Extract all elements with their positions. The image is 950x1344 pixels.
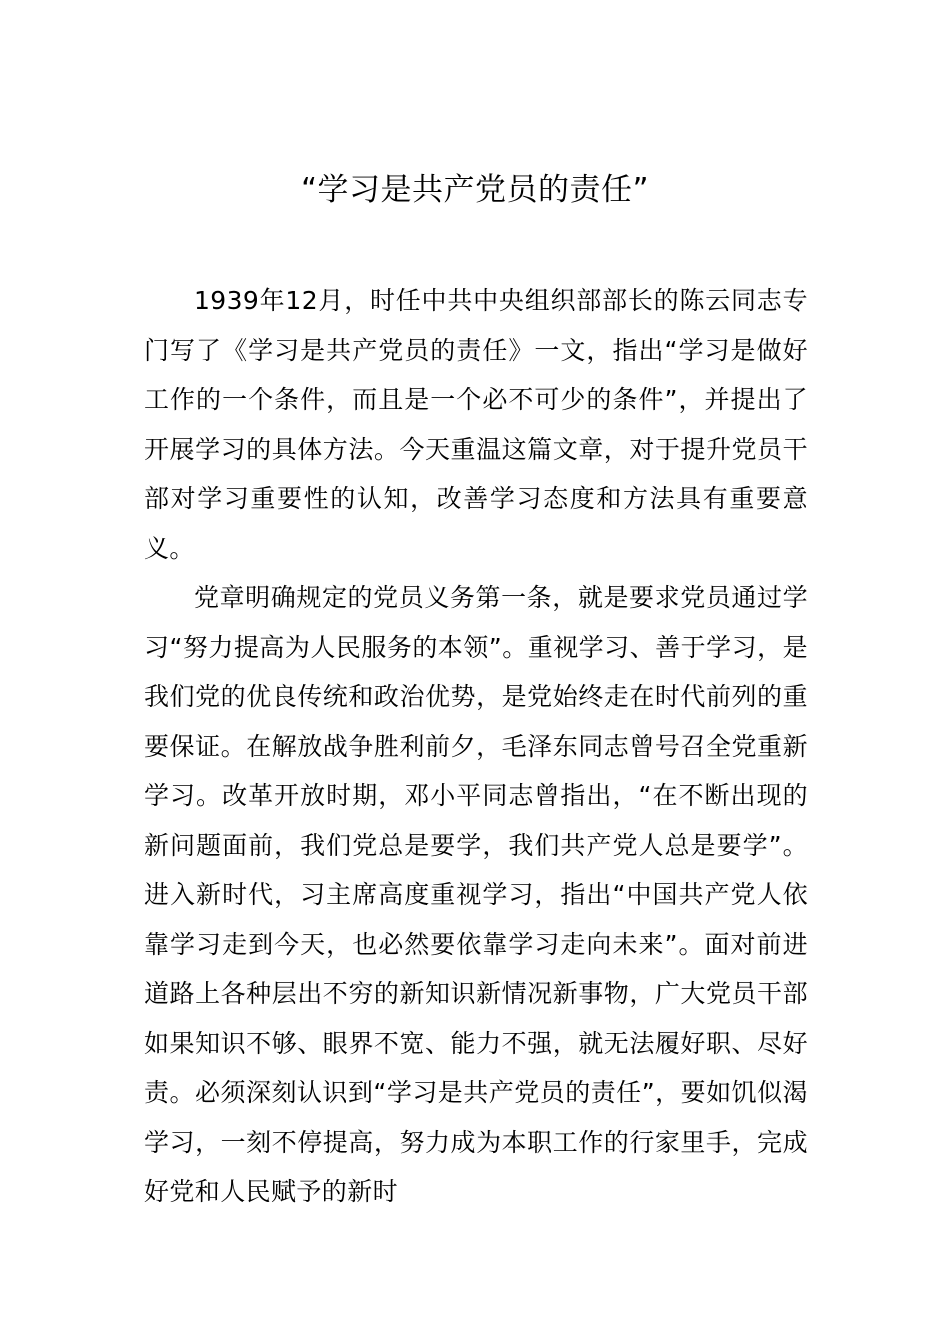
document-body <box>144 276 808 1217</box>
document-title: “学习是共产党员的责任” <box>300 172 650 208</box>
paragraph-2: 党章明确规定的党员义务第一条，就是要求党员通过学习“努力提高为人民服务的本领”。重视学习、善于学习，是我们党的优良传统和政治优势，是党始终走在时代前列的重要保证。在解放战争胜利前夕，毛泽东同志曾号召全党重新学习。改革开放时期，邓小平同志曾指出，“在不断出现的新问题面前，我们党总是要学，我们共产党人总是要学”。进入新时代，习主席高度重视学习，指出“中国共产党人依靠学习走到今天，也必然要依靠学习走向未来”。面对前进道路上各种层出不穷的新知识新情况新事物，广大党员干部如果知识不够、眼界不宽、能力不强，就无法履好职、尽好责。必须深刻认识到“学习是共产党员的责任”，要如饥似渴学习，一刻不停提高，努力成为本职工作的行家里手，完成好党和人民赋予的新时 <box>144 583 808 1206</box>
paragraph-1: 1939年12月，时任中共中央组织部部长的陈云同志专门写了《学习是共产党员的责任》一文，指出“学习是做好工作的一个条件，而且是一个必不可少的条件”，并提出了开展学习的具体方法。今天重温这篇文章，对于提升党员干部对学习重要性的认知，改善学习态度和方法具有重要意义。 <box>144 286 808 563</box>
